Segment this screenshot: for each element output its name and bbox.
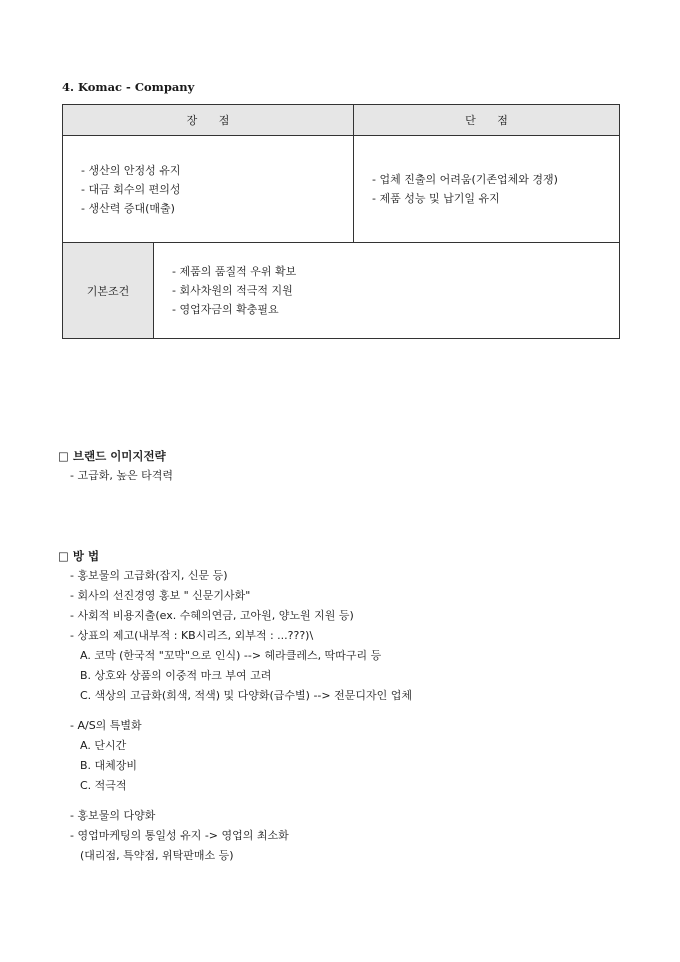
method-list: [70, 566, 412, 866]
basic-item: - 영업자금의 확충필요: [172, 303, 279, 316]
weakness-item: - 제품 성능 및 납기일 유지: [372, 192, 500, 205]
basic-item: - 제품의 품질적 우위 확보: [172, 265, 297, 278]
strengths-header: 장 점: [63, 105, 354, 136]
method-title: □ 방 법: [58, 549, 100, 563]
method-subline: A. 코막 (한국적 "꼬막"으로 인식) --> 헤라클레스, 딱따구리 등: [80, 649, 382, 662]
strength-item: - 생산의 안정성 유지: [81, 163, 181, 177]
brand-strategy-title: □ 브랜드 이미지전략: [58, 449, 166, 463]
basic-conditions-table: [62, 242, 620, 339]
method-subline: C. 색상의 고급화(희색, 적색) 및 다양화(급수별) --> 전문디자인 업체: [80, 689, 412, 702]
method-line: - 영업마케팅의 통일성 유지 -> 영업의 최소화: [70, 829, 289, 842]
method-subline: B. 상호와 상품의 이중적 마크 부여 고려: [80, 669, 272, 682]
weaknesses-cell: [354, 136, 620, 243]
basic-conditions-label: 기본조건: [63, 243, 154, 339]
method-line: - 사회적 비용지출(ex. 수혜의연금, 고아원, 양노원 지원 등): [70, 609, 354, 622]
strengths-cell: [63, 136, 354, 243]
weaknesses-header: 단 점: [354, 105, 620, 136]
weakness-item: - 업체 진출의 어려움(기존업체와 경쟁): [372, 173, 558, 186]
strength-item: - 생산력 증대(매출): [81, 201, 175, 215]
method-line: - 홍보물의 다양화: [70, 809, 156, 822]
method-subline: C. 적극적: [80, 779, 127, 792]
method-line: - 홍보물의 고급화(잡지, 신문 등): [70, 569, 228, 582]
method-line: - A/S의 특별화: [70, 719, 142, 732]
method-subline: (대리점, 특약점, 위탁판매소 등): [80, 849, 234, 862]
section-title: 4. Komac - Company: [62, 80, 195, 94]
method-line: - 상표의 제고(내부적 : KB시리즈, 외부적 : ...???)\: [70, 629, 314, 642]
pros-cons-table: [62, 104, 620, 243]
brand-item: - 고급화, 높은 타격력: [70, 469, 173, 482]
method-line: - 회사의 선진경영 홍보 " 신문기사화": [70, 589, 251, 602]
basic-conditions-cell: [154, 243, 620, 339]
basic-item: - 회사차원의 적극적 지원: [172, 284, 293, 297]
strength-item: - 대금 회수의 편의성: [81, 182, 181, 196]
method-subline: A. 단시간: [80, 739, 127, 752]
method-subline: B. 대체장비: [80, 759, 138, 772]
